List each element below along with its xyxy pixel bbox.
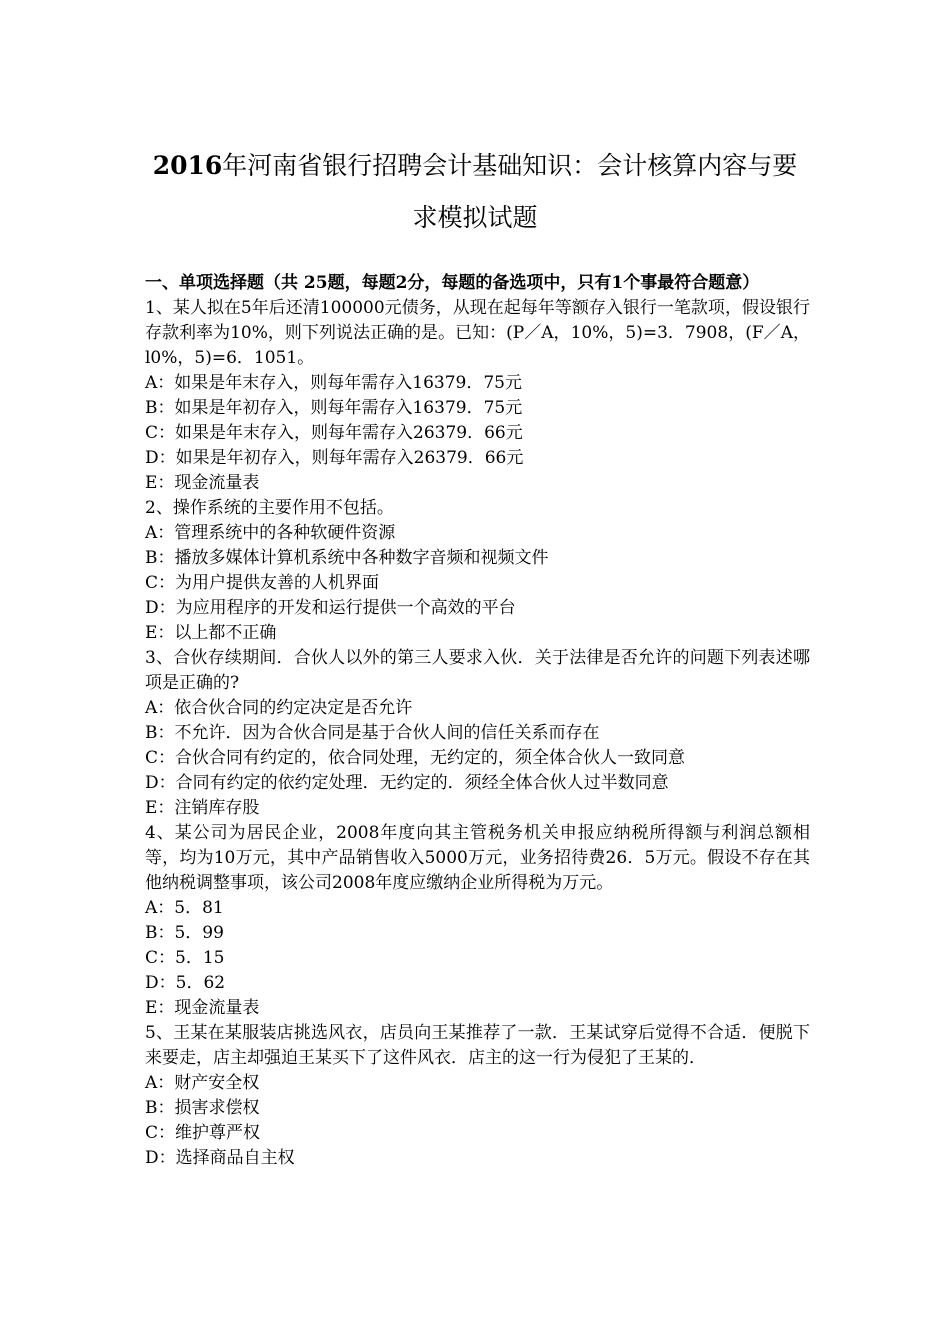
question-option: B：不允许．因为合伙合同是基于合伙人间的信任关系而存在 [145,723,600,743]
question-2 [145,496,810,646]
question-3 [145,646,810,821]
question-stem: 3、合伙存续期间．合伙人以外的第三人要求入伙．关于法律是否允许的问题下列表述哪项是正确的? [145,648,810,693]
question-option: E：以上都不正确 [145,623,277,643]
question-option: A：财产安全权 [145,1073,260,1093]
question-option: C：如果是年末存入，则每年需存入26379．66元 [145,423,523,443]
question-option: D：5．62 [145,973,226,993]
document-title [110,140,840,244]
question-option: D：选择商品自主权 [145,1148,295,1168]
question-option: B：损害求偿权 [145,1098,260,1118]
question-option: E：注销库存股 [145,798,260,818]
question-option: D：为应用程序的开发和运行提供一个高效的平台 [145,598,516,618]
question-stem: 4、某公司为居民企业，2008年度向其主管税务机关申报应纳税所得额与利润总额相等，均为10万元，其中产品销售收入5000万元，业务招待费26．5万元。假设不存在其他纳税调整事项，该公司2008年度应缴纳企业所得税为万元。 [145,823,810,893]
question-option: B：如果是年初存入，则每年需存入16379．75元 [145,398,523,418]
question-stem: 1、某人拟在5年后还清100000元债务，从现在起每年等额存入银行一笔款项，假设银行存款利率为10%，则下列说法正确的是。已知：(P／A，10%，5)=3．7908，(F／A，l0%，5)=6．1051。 [145,298,810,368]
question-option: A：管理系统中的各种软硬件资源 [145,523,396,543]
question-option: D：如果是年初存入，则每年需存入26379．66元 [145,448,524,468]
question-option: C：5．15 [145,948,225,968]
title-line1: 年河南省银行招聘会计基础知识：会计核算内容与要 [222,151,798,180]
question-option: D：合同有约定的依约定处理．无约定的．须经全体合伙人过半数同意 [145,773,669,793]
title-year: 2016 [152,151,223,180]
section-heading: 一、单项选择题（共 25题，每题2分，每题的备选项中，只有1个事最符合题意） [145,273,760,293]
question-1 [145,296,810,496]
question-option: C：维护尊严权 [145,1123,261,1143]
question-option: A：5．81 [145,898,224,918]
question-option: A：依合伙合同的约定决定是否允许 [145,698,413,718]
question-option: B：5．99 [145,923,224,943]
question-option: E：现金流量表 [145,473,260,493]
question-option: C：为用户提供友善的人机界面 [145,573,380,593]
question-stem: 2、操作系统的主要作用不包括。 [145,498,394,518]
question-option: E：现金流量表 [145,998,260,1018]
document-body [145,271,810,1171]
question-stem: 5、王某在某服装店挑选风衣，店员向王某推荐了一款．王某试穿后觉得不合适．便脱下来要走，店主却强迫王某买下了这件风衣．店主的这一行为侵犯了王某的． [145,1023,810,1068]
title-line2: 求模拟试题 [412,203,538,232]
question-option: C：合伙合同有约定的，依合同处理，无约定的，须全体合伙人一致同意 [145,748,686,768]
question-5 [145,1021,810,1171]
question-option: B：播放多媒体计算机系统中各种数字音频和视频文件 [145,548,549,568]
question-4 [145,821,810,1021]
question-option: A：如果是年末存入，则每年需存入16379．75元 [145,373,522,393]
